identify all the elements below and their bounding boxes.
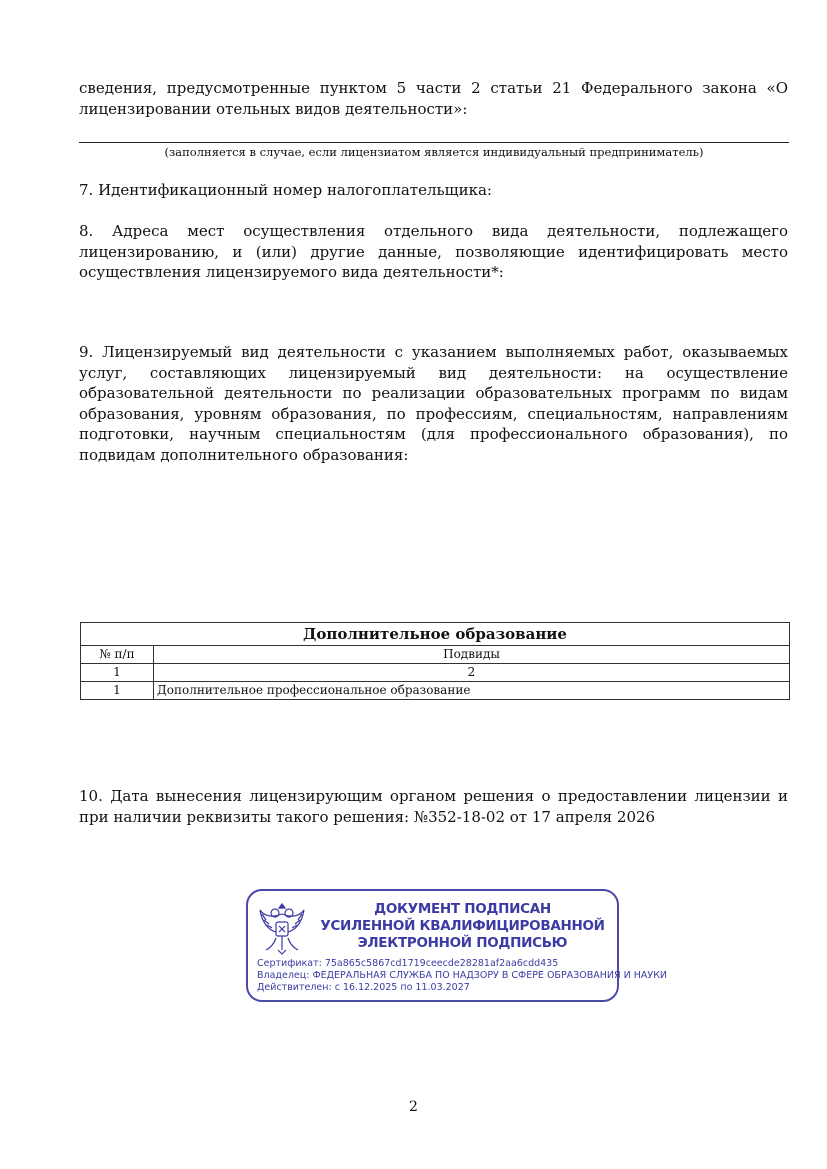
valid-value: с 16.12.2025 по 11.03.2027 <box>334 982 470 993</box>
owner-label: Владелец: <box>257 970 310 981</box>
item-8: 8. Адреса мест осуществления отдельного вида деятельности, подлежащего лицензированию, и (или) другие данные, позволяющие идентифицировать место осуществления лицензируемого вида деятельности*: <box>79 222 788 281</box>
intro-line-2: лицензировании отельных видов деятельности»: <box>79 99 468 118</box>
row-num: 1 <box>81 682 154 700</box>
owner-value: ФЕДЕРАЛЬНАЯ СЛУЖБА ПО НАДЗОРУ В СФЕРЕ ОБРАЗОВАНИЯ И НАУКИ <box>312 970 668 981</box>
item-7: 7. Идентификационный номер налогоплательщика: <box>79 181 492 199</box>
col-index-2: 2 <box>154 664 790 682</box>
item-10: 10. Дата вынесения лицензирующим органом решения о предоставлении лицензии и при наличии реквизиты такого решения: №352-18-02 от 17 апреля 2026 <box>79 787 788 826</box>
intro-line-1: сведения, предусмотренные пунктом 5 части 2 статьи 21 Федерального закона «О <box>79 79 788 97</box>
stamp-heading <box>310 901 615 952</box>
subtypes-table <box>80 622 790 700</box>
coat-of-arms-icon <box>258 900 306 956</box>
signature-stamp <box>246 889 668 1002</box>
col-header-num: № п/п <box>81 646 154 664</box>
table-title: Дополнительное образование <box>81 623 790 646</box>
stamp-owner <box>257 970 667 982</box>
fill-note: (заполняется в случае, если лицензиатом является индивидуальный предприниматель) <box>164 145 704 159</box>
stamp-certificate <box>257 958 558 970</box>
page-number: 2 <box>409 1099 418 1115</box>
table-row <box>81 682 790 700</box>
item-9: 9. Лицензируемый вид деятельности с указанием выполняемых работ, оказываемых услуг, составляющих лицензируемый вид деятельности: на осуществление образовательной деятельности по реализации образовательных программ по видам образования, уровням образования, по профессиям, специальностям, направлениям подготовки, научным специальностям (для профессионального образования), по подвидам дополнительного образования: <box>79 343 788 464</box>
row-name: Дополнительное профессиональное образование <box>154 682 790 700</box>
cert-value: 75a865c5867cd1719ceecde28281af2aa6cdd435 <box>324 958 559 969</box>
fill-line <box>79 142 789 143</box>
col-index-1: 1 <box>81 664 154 682</box>
valid-label: Действителен: <box>257 982 332 993</box>
stamp-line-3: ЭЛЕКТРОННОЙ ПОДПИСЬЮ <box>357 935 568 951</box>
col-header-subtypes: Подвиды <box>154 646 790 664</box>
stamp-line-2: УСИЛЕННОЙ КВАЛИФИЦИРОВАННОЙ <box>320 918 605 934</box>
cert-label: Сертификат: <box>257 958 322 969</box>
stamp-line-1: ДОКУМЕНТ ПОДПИСАН <box>374 901 551 917</box>
stamp-validity <box>257 982 470 994</box>
